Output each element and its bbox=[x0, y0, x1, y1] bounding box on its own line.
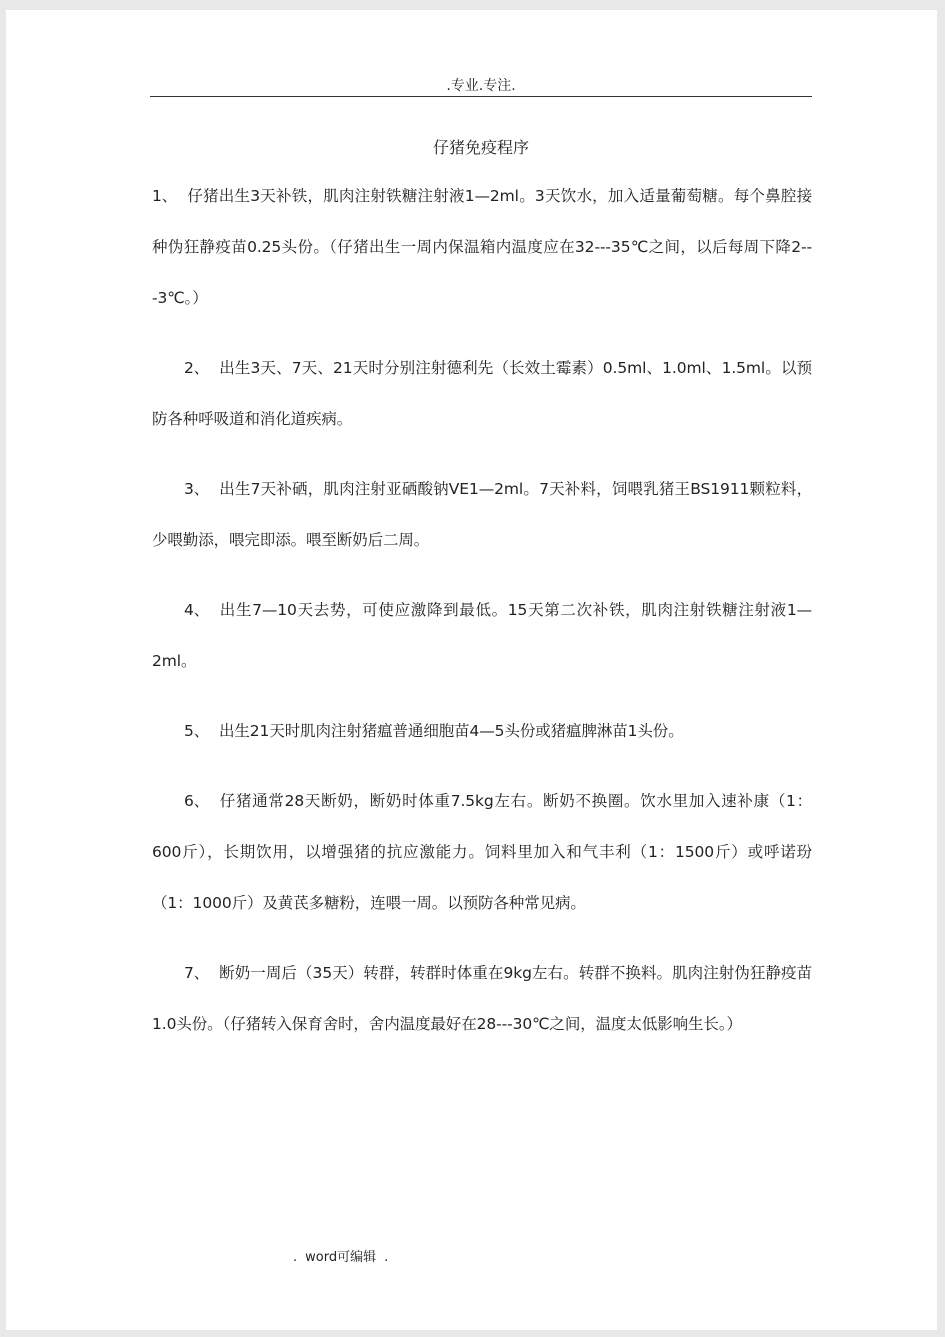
list-item bbox=[152, 776, 812, 929]
document-title: 仔猪免疫程序 bbox=[432, 138, 529, 157]
list-item bbox=[152, 171, 812, 324]
list-item bbox=[152, 585, 812, 687]
list-item-number: 2、 bbox=[184, 359, 210, 377]
list-item-number: 6、 bbox=[184, 792, 210, 810]
list-item-text: 仔猪通常28天断奶，断奶时体重7.5kg左右。断奶不换圈。饮水里加入速补康（1：600斤），长期饮用，以增强猪的抗应激能力。饲料里加入和气丰利（1：1500斤）或呼诺玢（1：1000斤）及黄芪多糖粉，连喂一周。以预防各种常见病。 bbox=[152, 792, 812, 912]
list-item bbox=[152, 343, 812, 445]
list-item-number: 1、 bbox=[152, 187, 178, 205]
list-item-text: 仔猪出生3天补铁，肌肉注射铁糖注射液1—2ml。3天饮水，加入适量葡萄糖。每个鼻腔接种伪狂静疫苗0.25头份。（仔猪出生一周内保温箱内温度应在32---35℃之间，以后每周下降2---3℃。） bbox=[152, 187, 812, 307]
document-body bbox=[152, 171, 812, 1069]
list-item-text: 断奶一周后（35天）转群，转群时体重在9kg左右。转群不换料。肌肉注射伪狂静疫苗1.0头份。（仔猪转入保育舍时，舍内温度最好在28---30℃之间，温度太低影响生长。） bbox=[152, 964, 812, 1033]
list-item bbox=[152, 948, 812, 1050]
footer-left-dot: . bbox=[293, 1250, 298, 1265]
list-item bbox=[152, 464, 812, 566]
footer-right-dot: . bbox=[384, 1250, 389, 1265]
list-item bbox=[152, 706, 812, 757]
list-item-text: 出生7—10天去势，可使应激降到最低。15天第二次补铁，肌肉注射铁糖注射液1—2ml。 bbox=[152, 601, 812, 670]
list-item-text: 出生3天、7天、21天时分别注射德利先（长效土霉素）0.5ml、1.0ml、1.5ml。以预防各种呼吸道和消化道疾病。 bbox=[152, 359, 812, 428]
list-item-number: 3、 bbox=[184, 480, 210, 498]
list-item-number: 5、 bbox=[184, 722, 210, 740]
page-footer bbox=[285, 1246, 396, 1270]
list-item-text: 出生21天时肌肉注射猪瘟普通细胞苗4—5头份或猪瘟脾淋苗1头份。 bbox=[219, 722, 684, 740]
list-item-text: 出生7天补硒，肌肉注射亚硒酸钠VE1—2ml。7天补料，饲喂乳猪王BS1911颗粒料，少喂勤添，喂完即添。喂至断奶后二周。 bbox=[152, 480, 812, 549]
header-rule bbox=[150, 96, 812, 97]
list-item-number: 4、 bbox=[184, 601, 210, 619]
list-item-number: 7、 bbox=[184, 964, 210, 982]
page-header: .专业.专注. bbox=[446, 78, 516, 94]
footer-text: word可编辑 bbox=[305, 1250, 377, 1265]
